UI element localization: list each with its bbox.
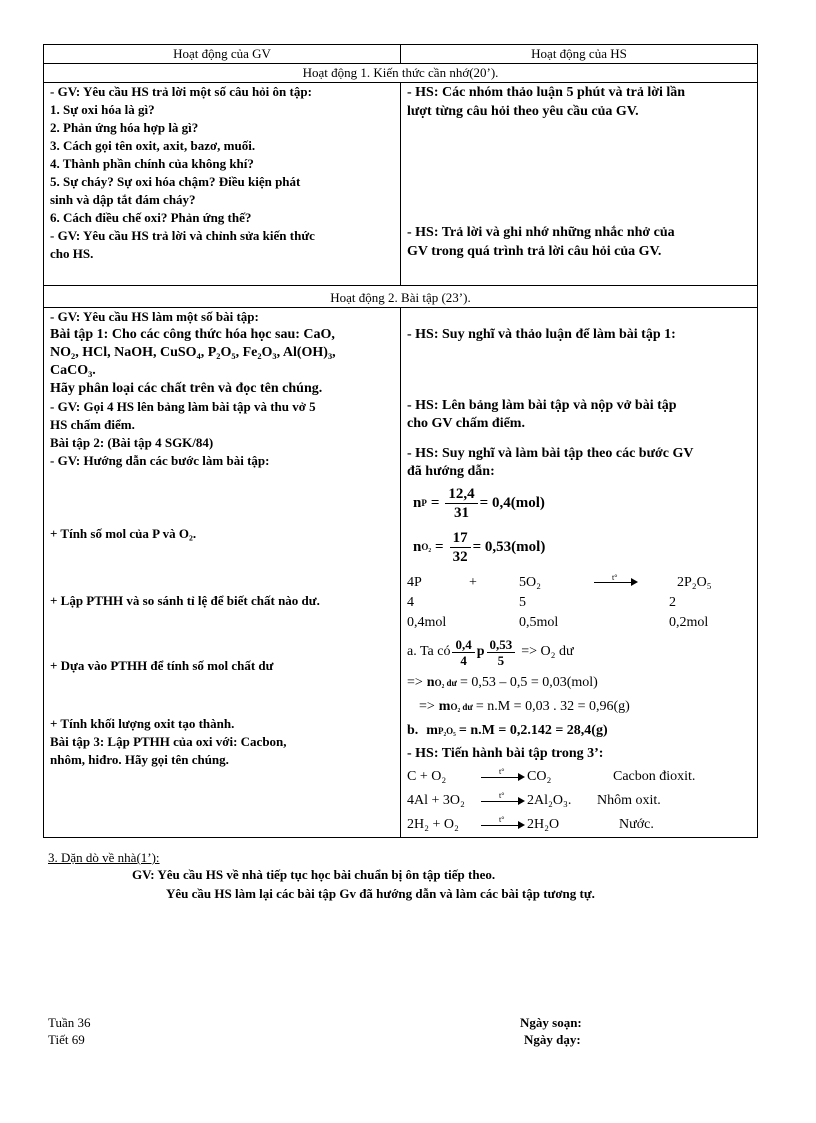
ratio-comparator: p: [476, 644, 485, 659]
mass-prefix: =>: [419, 699, 435, 714]
hs-board-a: - HS: Lên bảng làm bài tập và nộp vở bài tập: [407, 398, 677, 413]
bt1-line-c: CaCO₃.: [50, 363, 96, 378]
gv-fix-line-b: cho HS.: [50, 246, 94, 261]
activity-2-hs: [401, 308, 758, 838]
np-symbol: n: [413, 495, 422, 511]
oxide-mass-line: b. m P₂O₅ = n.M = 0,2.142 = 28,4(g): [407, 723, 608, 738]
reaction-carbon: [407, 765, 751, 789]
col-header-hs: Hoạt động của HS: [401, 45, 758, 64]
activity-2-gv: [44, 308, 401, 838]
question-3: 3. Cách gọi tên oxit, axit, bazơ, muối.: [50, 138, 256, 153]
r3-arrow: [481, 815, 525, 830]
step-4: + Tính khối lượng oxit tạo thành.: [50, 716, 235, 731]
no2-symbol: n: [413, 539, 422, 555]
oxide-mass-value: = n.M = 0,2.142 = 28,4(g): [458, 723, 608, 738]
section-title-1: Hoạt động 1. Kiến thức cần nhớ(20’).: [44, 64, 758, 83]
reaction-arrow: [594, 573, 638, 587]
r2-lhs: 4Al + 3O₂: [407, 793, 465, 808]
section-row-1: [44, 64, 758, 83]
np-denominator: 31: [454, 504, 470, 521]
reaction-hydrogen: [407, 813, 751, 837]
plus-sign: +: [469, 575, 477, 590]
excess-n: n: [426, 675, 435, 690]
ratio-f2-num: 0,53: [487, 637, 516, 653]
section-row-2: [44, 286, 758, 308]
mol-3: 0,2mol: [669, 615, 709, 630]
step-2: + Lập PTHH và so sánh tỉ lệ để biết chất nào dư.: [50, 593, 320, 608]
bt2-title: Bài tập 2: (Bài tập 4 SGK/84): [50, 435, 214, 450]
question-5b: sinh và dập tắt đám cháy?: [50, 192, 196, 207]
gv-bt-intro: - GV: Yêu cầu HS làm một số bài tập:: [50, 309, 259, 324]
mol-2: 0,5mol: [519, 615, 559, 630]
excess-prefix: =>: [407, 675, 423, 690]
reaction-aluminium: [407, 789, 751, 813]
np-fraction: [445, 485, 477, 522]
gv-call-a: - GV: Gọi 4 HS lên bảng làm bài tập và thu vở 5: [50, 399, 316, 414]
reaction-block: [407, 573, 751, 633]
hs-steps-b: đã hướng dẫn:: [407, 464, 495, 479]
reactant-5o2: 5O₂: [519, 575, 541, 590]
hs-answer-b: GV trong quá trình trả lời câu hỏi của GV.: [407, 244, 662, 259]
prep-date-label: Ngày soạn:: [520, 1015, 582, 1030]
r3-lhs: 2H₂ + O₂: [407, 817, 459, 832]
np-result: = 0,4(mol): [479, 495, 545, 511]
r1-rhs: CO₂: [527, 769, 552, 784]
no2-numerator: 17: [450, 529, 471, 548]
np-numerator: 12,4: [445, 485, 477, 504]
activity-1-hs: [401, 83, 758, 286]
hs-answer-a: - HS: Trả lời và ghi nhớ những nhắc nhở của: [407, 225, 675, 240]
r2-heat: t°: [499, 791, 505, 800]
ratio-f1-den: 4: [460, 652, 467, 668]
reactant-4p: 4P: [407, 575, 422, 590]
no2-fraction: [450, 529, 471, 566]
r1-lhs: C + O₂: [407, 769, 447, 784]
excess-mol-line: => n O₂ dư = 0,53 – 0,5 = 0,03(mol): [407, 675, 598, 690]
activity-1-gv: [44, 83, 401, 286]
question-2: 2. Phản ứng hóa hợp là gì?: [50, 120, 199, 135]
hs-discuss-b: lượt từng câu hỏi theo yêu cầu của GV.: [407, 104, 639, 119]
section-title-2: Hoạt động 2. Bài tập (23’).: [44, 286, 758, 308]
gv-fix-line-a: - GV: Yêu cầu HS trả lời và chỉnh sửa kiến thức: [50, 228, 315, 243]
lesson-table: [43, 44, 758, 838]
question-5a: 5. Sự cháy? Sự oxi hóa chậm? Điều kiện phát: [50, 174, 301, 189]
gv-guide: - GV: Hướng dẫn các bước làm bài tập:: [50, 453, 270, 468]
homework-title: 3. Dặn dò về nhà(1’):: [48, 850, 160, 865]
r3-name: Nước.: [619, 817, 654, 832]
step-1: + Tính số mol của P và O₂.: [50, 526, 197, 541]
ratio-result: => O₂ dư: [521, 644, 574, 659]
no2-equation: n O₂ = $\frac{17}{32}$ = 0,53(mol): [413, 529, 546, 565]
coef-2: 5: [519, 595, 526, 610]
bt3-line-a: Bài tập 3: Lập PTHH của oxi với: Cacbon,: [50, 734, 287, 749]
product-2p2o5: 2P₂O₅: [677, 575, 712, 590]
r2-name: Nhôm oxit.: [597, 793, 661, 808]
excess-mass-value: = n.M = 0,03 . 32 = 0,96(g): [475, 699, 630, 714]
activity-1-row: [44, 83, 758, 286]
hs-board-b: cho GV chấm điểm.: [407, 416, 525, 431]
np-equation: n P = $\frac{12,4}{31}$ = 0,4(mol): [413, 485, 545, 521]
r2-rhs: 2Al₂O₃.: [527, 793, 572, 808]
r3-rhs: 2H₂O: [527, 817, 560, 832]
r3-heat: t°: [499, 815, 505, 824]
mass-m: m: [438, 699, 451, 714]
mol-1: 0,4mol: [407, 615, 447, 630]
r1-heat: t°: [499, 767, 505, 776]
ratio-fraction-1: [452, 637, 474, 668]
header-row: [44, 45, 758, 64]
hs-steps-a: - HS: Suy nghĩ và làm bài tập theo các bước GV: [407, 446, 694, 461]
week-label: Tuần 36: [48, 1015, 91, 1030]
period-label: Tiết 69: [48, 1032, 85, 1047]
ratio-label: a. Ta có: [407, 644, 451, 659]
question-1: 1. Sự oxi hóa là gì?: [50, 102, 155, 117]
bt1-line-b: NO₂, HCl, NaOH, CuSO₄, P₂O₅, Fe₂O₃, Al(OH)₃,: [50, 345, 336, 360]
heat-label: t°: [612, 573, 618, 582]
hs-bt3: - HS: Tiến hành bài tập trong 3’:: [407, 746, 604, 761]
oxide-label: b.: [407, 723, 419, 738]
no2-result: = 0,53(mol): [472, 539, 546, 555]
homework-line-2: Yêu cầu HS làm lại các bài tập Gv đã hướng dẫn và làm các bài tập tương tự.: [166, 886, 595, 901]
ratio-line: [407, 633, 751, 671]
r1-name: Cacbon đioxit.: [613, 769, 696, 784]
hs-discuss-a: - HS: Các nhóm thảo luận 5 phút và trả lời lần: [407, 85, 686, 100]
r2-arrow: [481, 791, 525, 806]
ratio-f2-den: 5: [497, 652, 505, 668]
hs-bt1: - HS: Suy nghĩ và thảo luận để làm bài tập 1:: [407, 327, 676, 342]
excess-mol-value: = 0,53 – 0,5 = 0,03(mol): [459, 675, 598, 690]
bt1-line-d: Hãy phân loại các chất trên và đọc tên chúng.: [50, 381, 323, 396]
question-4: 4. Thành phần chính của không khí?: [50, 156, 254, 171]
excess-mass-line: => m O₂ dư = n.M = 0,03 . 32 = 0,96(g): [419, 699, 630, 714]
no2-denominator: 32: [452, 548, 468, 565]
teach-date-label: Ngày dạy:: [524, 1032, 581, 1047]
ratio-fraction-2: [487, 637, 516, 668]
bt1-line-a: Bài tập 1: Cho các công thức hóa học sau: CaO,: [50, 327, 335, 342]
gv-call-b: HS chấm điểm.: [50, 417, 135, 432]
ratio-f1-num: 0,4: [452, 637, 474, 653]
bt3-line-b: nhôm, hiđro. Hãy gọi tên chúng.: [50, 752, 229, 767]
oxide-m: m: [426, 723, 438, 738]
activity-2-row: [44, 308, 758, 838]
gv-intro: - GV: Yêu cầu HS trả lời một số câu hỏi ôn tập:: [50, 84, 312, 99]
step-3: + Dựa vào PTHH để tính số mol chất dư: [50, 658, 274, 673]
r1-arrow: [481, 767, 525, 782]
homework-line-1: GV: Yêu cầu HS về nhà tiếp tục học bài chuẩn bị ôn tập tiếp theo.: [132, 867, 496, 882]
col-header-gv: Hoạt động của GV: [44, 45, 401, 64]
question-6: 6. Cách điều chế oxi? Phản ứng thế?: [50, 210, 252, 225]
coef-3: 2: [669, 595, 676, 610]
coef-1: 4: [407, 595, 414, 610]
